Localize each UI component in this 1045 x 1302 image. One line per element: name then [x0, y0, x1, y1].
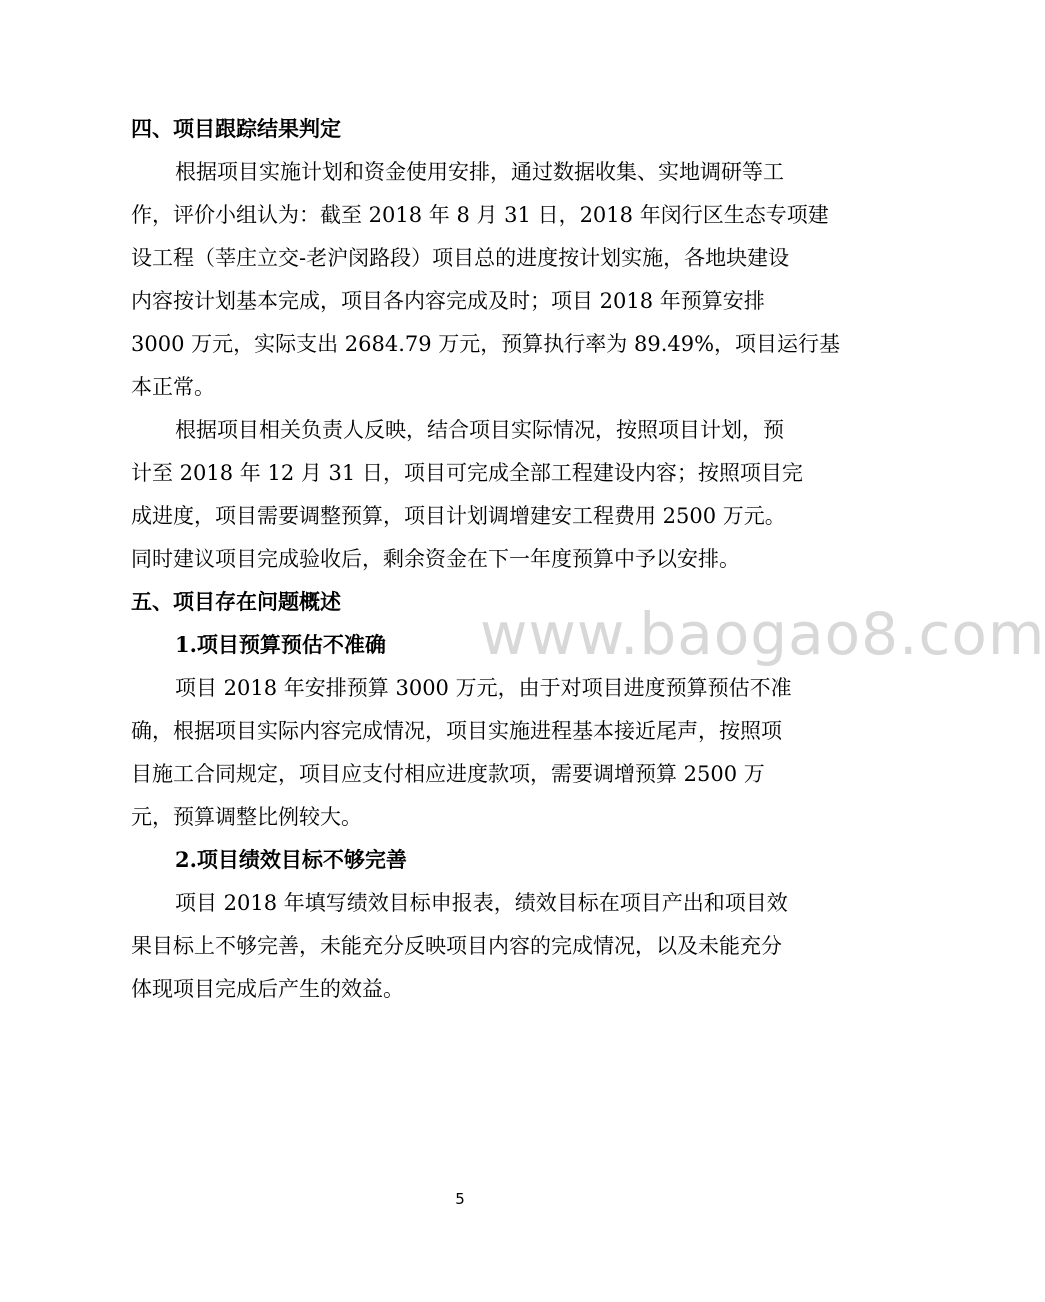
subsection-1-title: 1.项目预算预估不准确 [175, 632, 386, 657]
page-number: 5 [455, 1190, 465, 1208]
section-4-p2-line: 同时建议项目完成验收后，剩余资金在下一年度预算中予以安排。 [131, 547, 740, 571]
section-5-heading: 五、项目存在问题概述 [131, 589, 341, 614]
subsection-1-line: 元，预算调整比例较大。 [131, 805, 362, 829]
subsection-2-line: 体现项目完成后产生的效益。 [131, 977, 404, 1001]
subsection-1-line: 项目 2018 年安排预算 3000 万元，由于对项目进度预算预估不准 [175, 676, 792, 700]
section-4-p1-line: 本正常。 [131, 375, 215, 399]
subsection-1-line: 目施工合同规定，项目应支付相应进度款项，需要调增预算 2500 万 [131, 762, 765, 786]
section-4-p1-line: 根据项目实施计划和资金使用安排，通过数据收集、实地调研等工 [175, 160, 784, 184]
section-4-p1-line: 作，评价小组认为：截至 2018 年 8 月 31 日，2018 年闵行区生态专项建 [131, 203, 829, 227]
subsection-2-line: 项目 2018 年填写绩效目标申报表，绩效目标在项目产出和项目效 [175, 891, 788, 915]
section-4-p1-line: 内容按计划基本完成，项目各内容完成及时；项目 2018 年预算安排 [131, 289, 765, 313]
section-4-p2-line: 成进度，项目需要调整预算，项目计划调增建安工程费用 2500 万元。 [131, 504, 786, 528]
section-4-p1-line: 3000 万元，实际支出 2684.79 万元，预算执行率为 89.49%，项目运行基 [131, 332, 841, 356]
section-4-p2-line: 计至 2018 年 12 月 31 日，项目可完成全部工程建设内容；按照项目完 [131, 461, 803, 485]
subsection-1-line: 确，根据项目实际内容完成情况，项目实施进程基本接近尾声，按照项 [131, 719, 782, 743]
section-4-p2-line: 根据项目相关负责人反映，结合项目实际情况，按照项目计划，预 [175, 418, 784, 442]
watermark: www.baogao8.com [480, 600, 1045, 668]
subsection-2-title: 2.项目绩效目标不够完善 [175, 847, 407, 872]
subsection-2-line: 果目标上不够完善，未能充分反映项目内容的完成情况，以及未能充分 [131, 934, 782, 958]
section-4-p1-line: 设工程（莘庄立交-老沪闵路段）项目总的进度按计划实施，各地块建设 [131, 246, 790, 270]
section-4-heading: 四、项目跟踪结果判定 [131, 116, 341, 141]
